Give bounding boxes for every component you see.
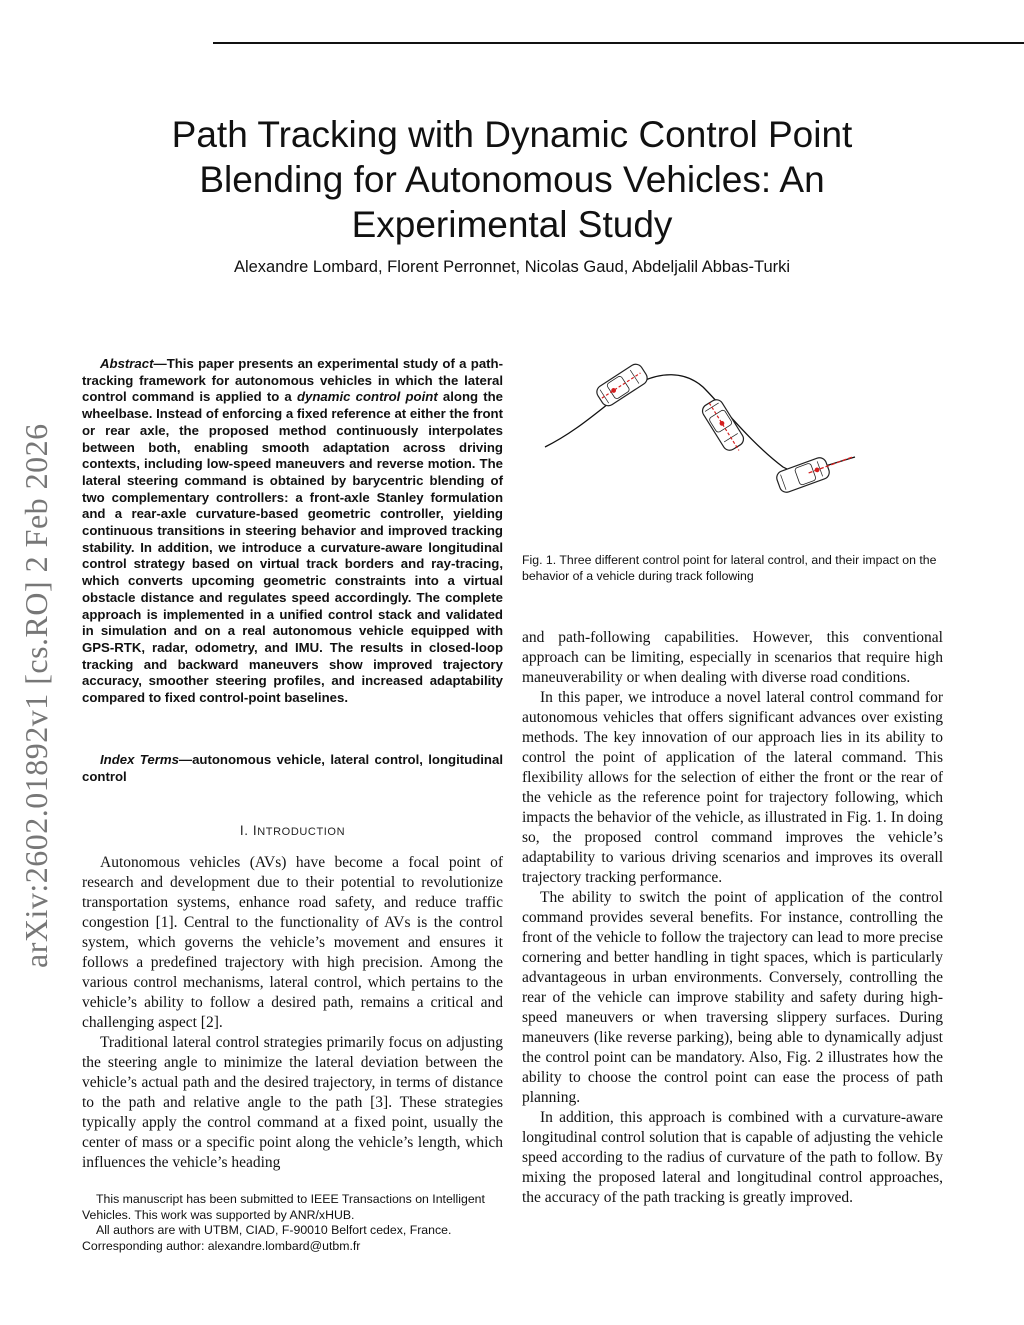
footnote-submission: This manuscript has been submitted to IEEE Transactions on Intelligent Vehicles. This work was supported by ANR/xHUB.: [82, 1192, 485, 1222]
abstract-text-2: along the wheelbase. Instead of enforcing a fixed reference at either the front or rear axle, the proposed method continuously interpolates between both, enabling smooth adaptation across driving contexts, including low-speed maneuvers and reverse motion. The lateral steering command is obtained by barycentric blending of two complementary controllers: a front-axle Stanley formulation and a rear-axle curvature-based geometric controller, yielding continuous transitions in steering behavior and improved tracking stability. In addition, we introduce a curvature-aware longitudinal control strategy based on virtual track borders and ray-tracing, which converts upcoming geometric constraints into a virtual obstacle distance and regulates speed accordingly. The complete approach is implemented in a unified control stack and validated in simulation and on a real autonomous vehicle equipped with GPS-RTK, radar, odometry, and IMU. The results in closed-loop tracking and backward maneuvers show improved trajectory accuracy, smoother steering profiles, and increased adaptability compared to fixed control-point baselines.: [82, 389, 504, 706]
reference-path-line: [545, 375, 855, 471]
author-list: Alexandre Lombard, Florent Perronnet, Nicolas Gaud, Abdeljalil Abbas-Turki: [233, 258, 791, 276]
body-paragraph: The ability to switch the point of application of the control command provides several benefits. For instance, controlling the front of the vehicle to follow the trajectory can lead to more precise cornering and better handling in tight spaces, which is particularly advantageous in urban environments. Conversely, controlling the rear of the vehicle can improve stability and safety during high-speed maneuvers or when traversing slippery surfaces. During maneuvers (like reverse parking), being able to dynamically adjust the control point can be mandatory. Also, Fig. 2 illustrates how the ability to choose the control point can ease the process of path planning.: [522, 889, 943, 1106]
figure-vehicle-path: [535, 357, 945, 507]
index-terms: [82, 752, 503, 785]
body-paragraph: In this paper, we introduce a novel lateral control command for autonomous vehicles that offers significant advances over existing methods. The key innovation of our approach lies in its ability to control the point of application of the lateral command. This flexibility allows for the selection of either the front or the rear of the vehicle as the reference point for trajectory following, which impacts the behavior of the vehicle, as illustrated in Fig. 1. In doing so, the proposed control command improves the vehicle’s adaptability to various driving scenarios and improves its overall trajectory tracking performance.: [522, 689, 943, 886]
section-heading: I. INTRODUCTION: [239, 823, 346, 838]
body-paragraph: and path-following capabilities. However, this conventional approach can be limiting, especially in scenarios that require high maneuverability or when dealing with diverse road conditions.: [522, 629, 943, 686]
introduction-body: [82, 853, 503, 1173]
header-rule: [213, 42, 1024, 44]
footnote-affiliation: All authors are with UTBM, CIAD, F-90010 Belfort cedex, France. Corresponding author: alexandre.lombard@utbm.fr: [82, 1223, 452, 1253]
abstract-emphasis: dynamic control point: [296, 389, 438, 405]
vehicle-front-control: [594, 362, 650, 409]
index-terms-text: —autonomous vehicle, lateral control, longitudinal control: [82, 752, 503, 784]
intro-paragraph: Autonomous vehicles (AVs) have become a focal point of research and development due to their potential to revolutionize transportation systems, enhance road safety, and reduce traffic congestion [1]. Central to the functionality of AVs is the control system, which governs the vehicle’s movement and ensures it follows a predefined trajectory with high precision. Among the various control mechanisms, lateral control, which pertains to the vehicle’s ability to follow a desired path, remains a critical and challenging aspect [2].: [82, 854, 503, 1031]
paper-title: Path Tracking with Dynamic Control Point Blending for Autonomous Vehicles: An Experimental Study: [171, 114, 853, 245]
vehicle-middle-control: [700, 397, 748, 456]
footnotes: [82, 1192, 503, 1254]
vehicle-rear-control: [775, 447, 856, 494]
figure-caption: Fig. 1. Three different control point for lateral control, and their impact on the behavior of a vehicle during track following: [522, 553, 937, 583]
abstract: [82, 356, 503, 707]
right-column-body: [522, 628, 943, 1208]
body-paragraph: In addition, this approach is combined with a curvature-aware longitudinal control solution that is capable of adjusting the vehicle speed according to the radius of curvature of the path to follow. By mixing the proposed lateral and longitudinal control approaches, the accuracy of the path tracking is greatly improved.: [522, 1109, 943, 1206]
abstract-lead: Abstract: [100, 356, 154, 371]
abstract-text-1: —This paper presents an experimental study of a path-tracking framework for autonomous vehicles in which the lateral control command is applied to a: [82, 356, 503, 405]
index-terms-lead: Index Terms: [100, 752, 179, 767]
intro-paragraph: Traditional lateral control strategies primarily focus on adjusting the steering angle to minimize the lateral deviation between the vehicle’s actual path and the desired trajectory, in terms of distance to the path and relative angle to the path [3]. These strategies typically apply the control command at a fixed point, usually the center of mass or a specific point along the vehicle’s length, which influences the vehicle’s heading: [82, 1034, 503, 1171]
arxiv-identifier: arXiv:2602.01892v1 [cs.RO] 2 Feb 2026: [18, 423, 54, 968]
